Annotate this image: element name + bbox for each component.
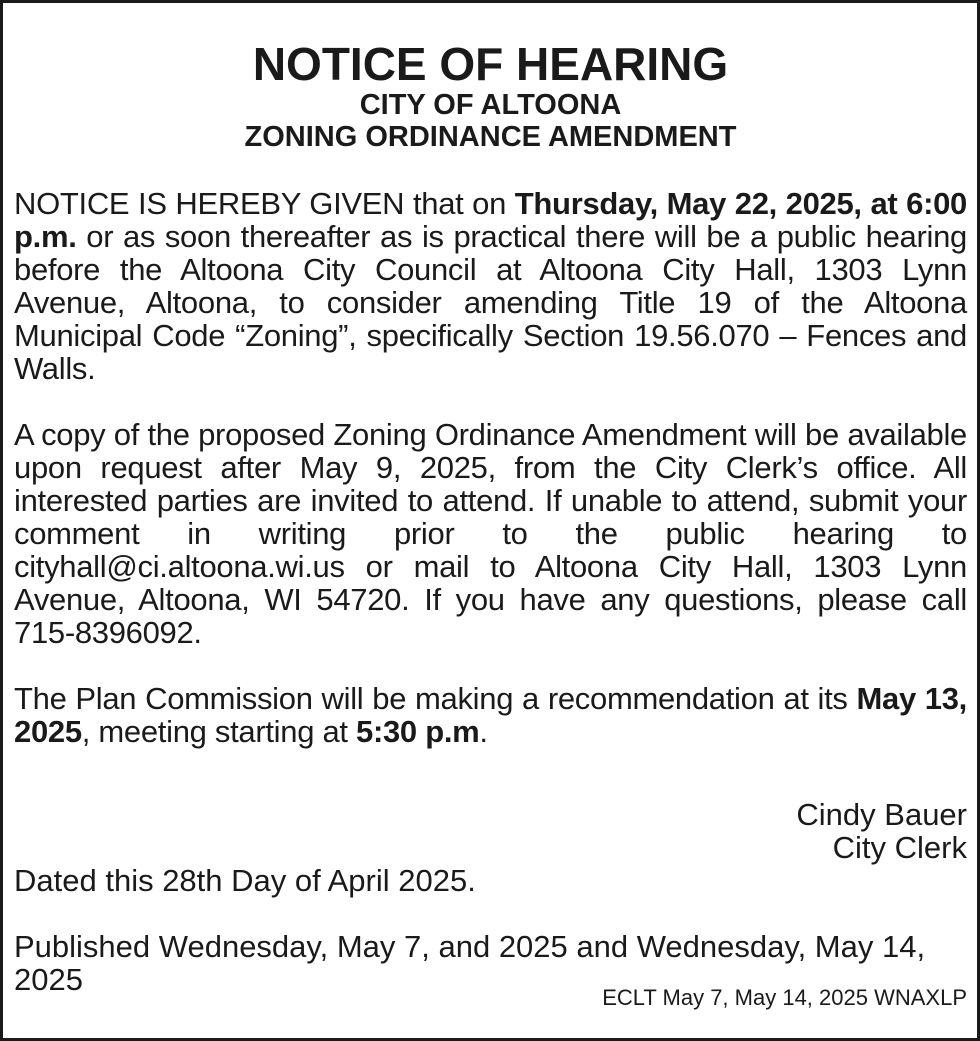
signer-title: City Clerk [832, 830, 967, 865]
plan-commission-paragraph [14, 682, 967, 748]
plan-end: . [479, 714, 488, 749]
signer-name: Cindy Bauer [796, 797, 967, 832]
notice-title: NOTICE OF HEARING [252, 38, 729, 90]
hearing-lead: NOTICE IS HEREBY GIVEN that on [14, 186, 515, 221]
published-line: Published Wednesday, May 7, and 2025 and Wednesday, May 14, 2025 [14, 929, 926, 997]
notice-city: CITY OF ALTOONA [359, 89, 622, 121]
dated-line: Dated this 28th Day of April 2025. [14, 863, 476, 898]
plan-date: May 13, 2025 [14, 681, 967, 749]
plan-mid: , meeting starting at [81, 714, 357, 749]
copy-paragraph: A copy of the proposed Zoning Ordinance Amendment will be available upon request after May 9, 2025, from the City Clerk’s office. All interested parties are invited to attend. If unable to attend, submit your comment in writing prior to the public hearing to cityhall@ci.altoona.wi.us or mail to Altoona City Hall, 1303 Lynn Avenue, Altoona, WI 54720. If you have any questions, please call 715-8396092. [14, 417, 967, 650]
notice-subject: ZONING ORDINANCE AMENDMENT [244, 121, 737, 153]
plan-lead: The Plan Commission will be making a recommendation at its [14, 681, 857, 716]
plan-time: 5:30 p.m [356, 714, 480, 749]
hearing-paragraph [14, 187, 967, 385]
hearing-body: or as soon thereafter as is practical there will be a public hearing before the Altoona City Council at Altoona City Hall, 1303 Lynn Avenue, Altoona, to consider amending Title 19 of the Altoona Municipal Code “Zoning”, specifically Section 19.56.070 – Fences and Walls. [14, 219, 967, 386]
signature-block [14, 798, 967, 864]
hearing-datetime: Thursday, May 22, 2025, at 6:00 p.m. [14, 186, 967, 254]
publication-code: ECLT May 7, May 14, 2025 WNAXLP [602, 985, 967, 1010]
